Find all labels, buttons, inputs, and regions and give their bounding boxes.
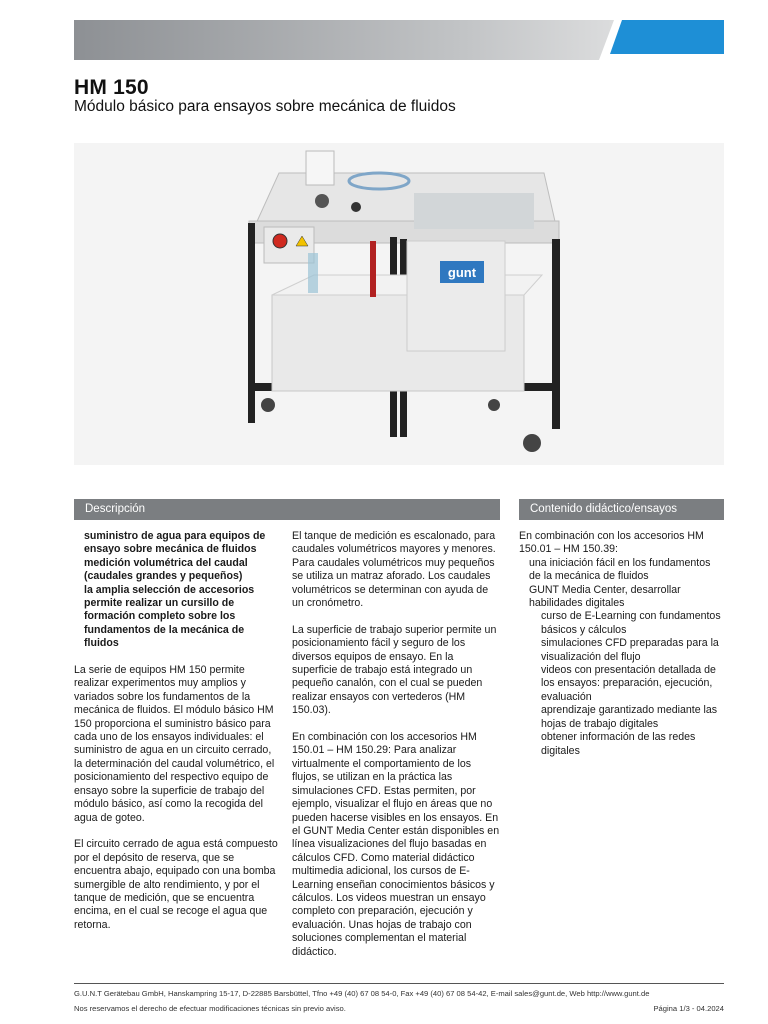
description-paragraph: En combinación con los accesorios HM 150.01 – HM 150.29: Para analizar virtualmente el comportamiento de los flujos, se utilizan en la práctica las simulaciones CFD. Estas permiten, por ejemplo, visualizar el flujo en áreas que no pueden hacerse visibles en los ensayos. En el GUNT Media Center están disponibles en línea visualizaciones del flujo basadas en cálculos CFD. Como material didáctico multimedia adicional, los cursos de E-Learning enseñan conocimientos básicos y cálculos. Los videos muestran un ensayo completo con preparación, ejecución y evaluación. Unas hojas de trabajo con soluciones complementan el material didáctico. — [292, 731, 500, 958]
description-column-2 — [292, 530, 500, 972]
feature-list — [74, 530, 279, 651]
contents-item: GUNT Media Center, desarrollar habilidades digitales — [529, 583, 681, 610]
footer-disclaimer: Nos reservamos el derecho de efectuar modificaciones técnicas sin previo aviso. — [74, 1004, 346, 1013]
contents-heading: Contenido didáctico/ensayos — [519, 499, 724, 520]
description-paragraph: El circuito cerrado de agua está compuesto por el depósito de reserva, que se encuentra abajo, equipado con una bomba sumergible de alto rendimiento, y por el tanque de medición, que se encuentra encima, en el cual se recoge el agua que retorna. — [74, 838, 278, 931]
contents-subitem: aprendizaje garantizado mediante las hojas de trabajo digitales — [541, 704, 718, 730]
page-number: Página 1/3 - 04.2024 — [653, 1004, 724, 1013]
product-subtitle: Módulo básico para ensayos sobre mecánica de fluidos — [74, 98, 456, 115]
description-paragraph: La superficie de trabajo superior permite un posicionamiento fácil y seguro de los diversos equipos de ensayo. En la superficie de trabajo está integrado un pequeño canalón, con el cual se pueden realizar ensayos con vertederos (HM 150.03). — [292, 623, 497, 717]
footer-divider — [74, 983, 724, 984]
gunt-logo-text: gunt — [447, 265, 477, 280]
contents-subitem: curso de E-Learning con fundamentos básicos y cálculos — [541, 610, 721, 636]
contents-column — [519, 530, 724, 758]
description-heading: Descripción — [74, 499, 500, 520]
description-paragraph: La serie de equipos HM 150 permite realizar experimentos muy amplios y variados sobre los fundamentos de la mecánica de fluidos. El módulo básico HM 150 proporciona el suministro básico para cada uno de los ensayos individuales: el suministro de agua en un circuito cerrado, la determinación del caudal volumétrico, el posicionamiento del respectivo equipo de ensayo sobre la superficie de trabajo del módulo básico, así como la recogida del agua de goteo. — [74, 664, 275, 824]
description-paragraph: El tanque de medición es escalonado, para caudales volumétricos mayores y menores. Para caudales volumétricos muy pequeños se utiliza un matraz aforado. Los caudales volumétricos se determinan con ayuda de un cronómetro. — [292, 530, 496, 610]
contents-subitem: videos con presentación detallada de los ensayos: preparación, ejecución, evaluación — [541, 664, 716, 703]
contents-intro: En combinación con los accesorios HM 150.01 – HM 150.39: — [519, 530, 704, 556]
header-banner — [74, 20, 724, 60]
product-code: HM 150 — [74, 76, 149, 99]
banner-graphic — [74, 20, 724, 60]
footer-address: G.U.N.T Gerätebau GmbH, Hanskampring 15-17, D-22885 Barsbüttel, Tfno +49 (40) 67 08 54-0, Fax +49 (40) 67 08 54-42, E-mail sales@gunt.de, Web http://www.gunt.de — [74, 989, 650, 998]
product-photo — [74, 143, 724, 465]
feature-item: suministro de agua para equipos de ensayo sobre mecánica de fluidos — [84, 530, 266, 556]
feature-item: medición volumétrica del caudal (caudales grandes y pequeños) — [84, 556, 248, 583]
feature-item: la amplia selección de accesorios permite realizar un cursillo de formación completo sobre los fundamentos de la mecánica de fluidos — [84, 583, 255, 650]
apparatus-illustration — [74, 143, 724, 465]
contents-item: una iniciación fácil en los fundamentos de la mecánica de fluidos — [529, 556, 711, 583]
contents-subitem: obtener información de las redes digitales — [541, 731, 696, 757]
contents-subitem: simulaciones CFD preparadas para la visualización del flujo — [541, 637, 719, 663]
description-column-1 — [74, 530, 279, 946]
